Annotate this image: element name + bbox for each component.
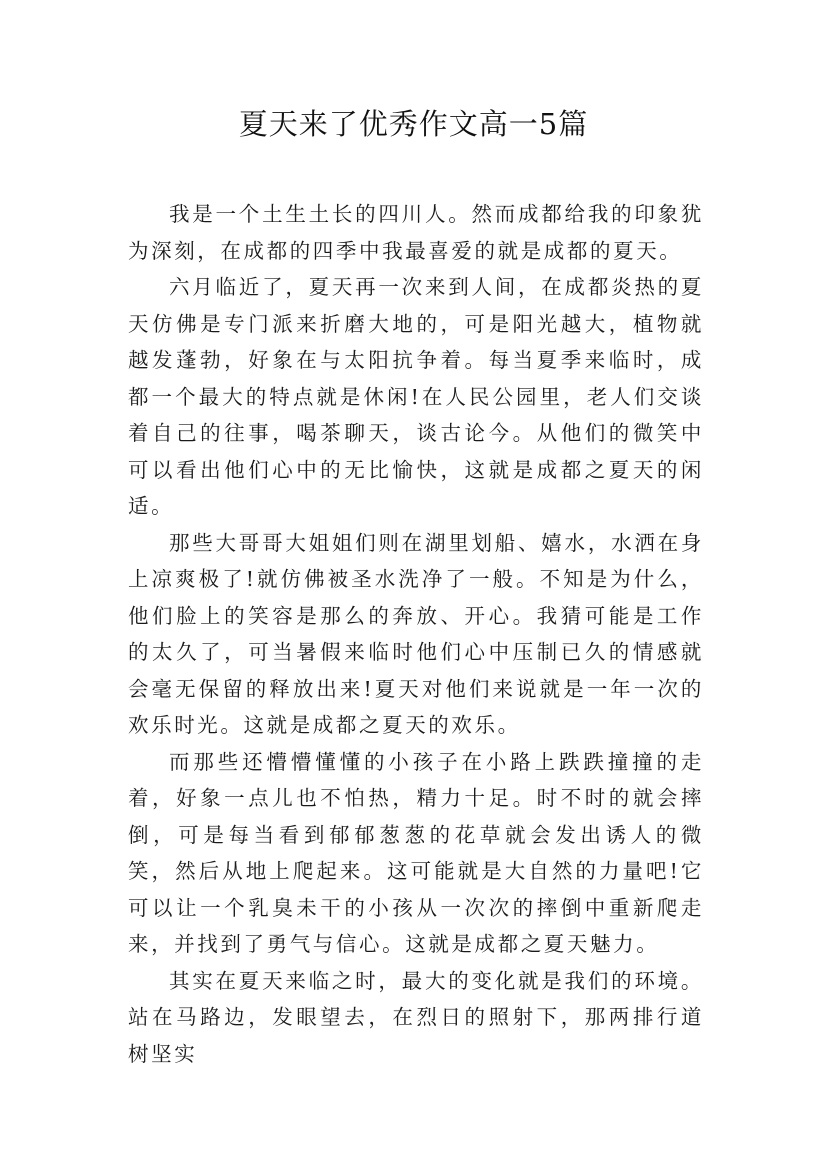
paragraph: 而那些还懵懵懂懂的小孩子在小路上跌跌撞撞的走着，好象一点儿也不怕热，精力十足。时不时的就会摔倒，可是每当看到郁郁葱葱的花草就会发出诱人的微笑，然后从地上爬起来。这可能就是大自然的力量吧!它可以让一个乳臭未干的小孩从一次次的摔倒中重新爬走来，并找到了勇气与信心。这就是成都之夏天魅力。 [128,749,704,956]
paragraph: 我是一个土生土长的四川人。然而成都给我的印象犹为深刻，在成都的四季中我最喜爱的就是成都的夏天。 [128,202,704,263]
paragraph: 那些大哥哥大姐姐们则在湖里划船、嬉水，水洒在身上凉爽极了!就仿佛被圣水洗净了一般。不知是为什么，他们脸上的笑容是那么的奔放、开心。我猜可能是工作的太久了，可当暑假来临时他们心中压制已久的情感就会毫无保留的释放出来!夏天对他们来说就是一年一次的欢乐时光。这就是成都之夏天的欢乐。 [128,530,704,737]
document-body [128,196,704,1072]
paragraph: 六月临近了，夏天再一次来到人间，在成都炎热的夏天仿佛是专门派来折磨大地的，可是阳光越大，植物就越发蓬勃，好象在与太阳抗争着。每当夏季来临时，成都一个最大的特点就是休闲!在人民公园里，老人们交谈着自己的往事，喝茶聊天，谈古论今。从他们的微笑中可以看出他们心中的无比愉快，这就是成都之夏天的闲适。 [128,275,704,518]
paragraph: 其实在夏天来临之时，最大的变化就是我们的环境。站在马路边，发眼望去，在烈日的照射下，那两排行道树坚实 [128,968,704,1066]
document-title: 夏天来了优秀作文高一5篇 [238,107,589,141]
